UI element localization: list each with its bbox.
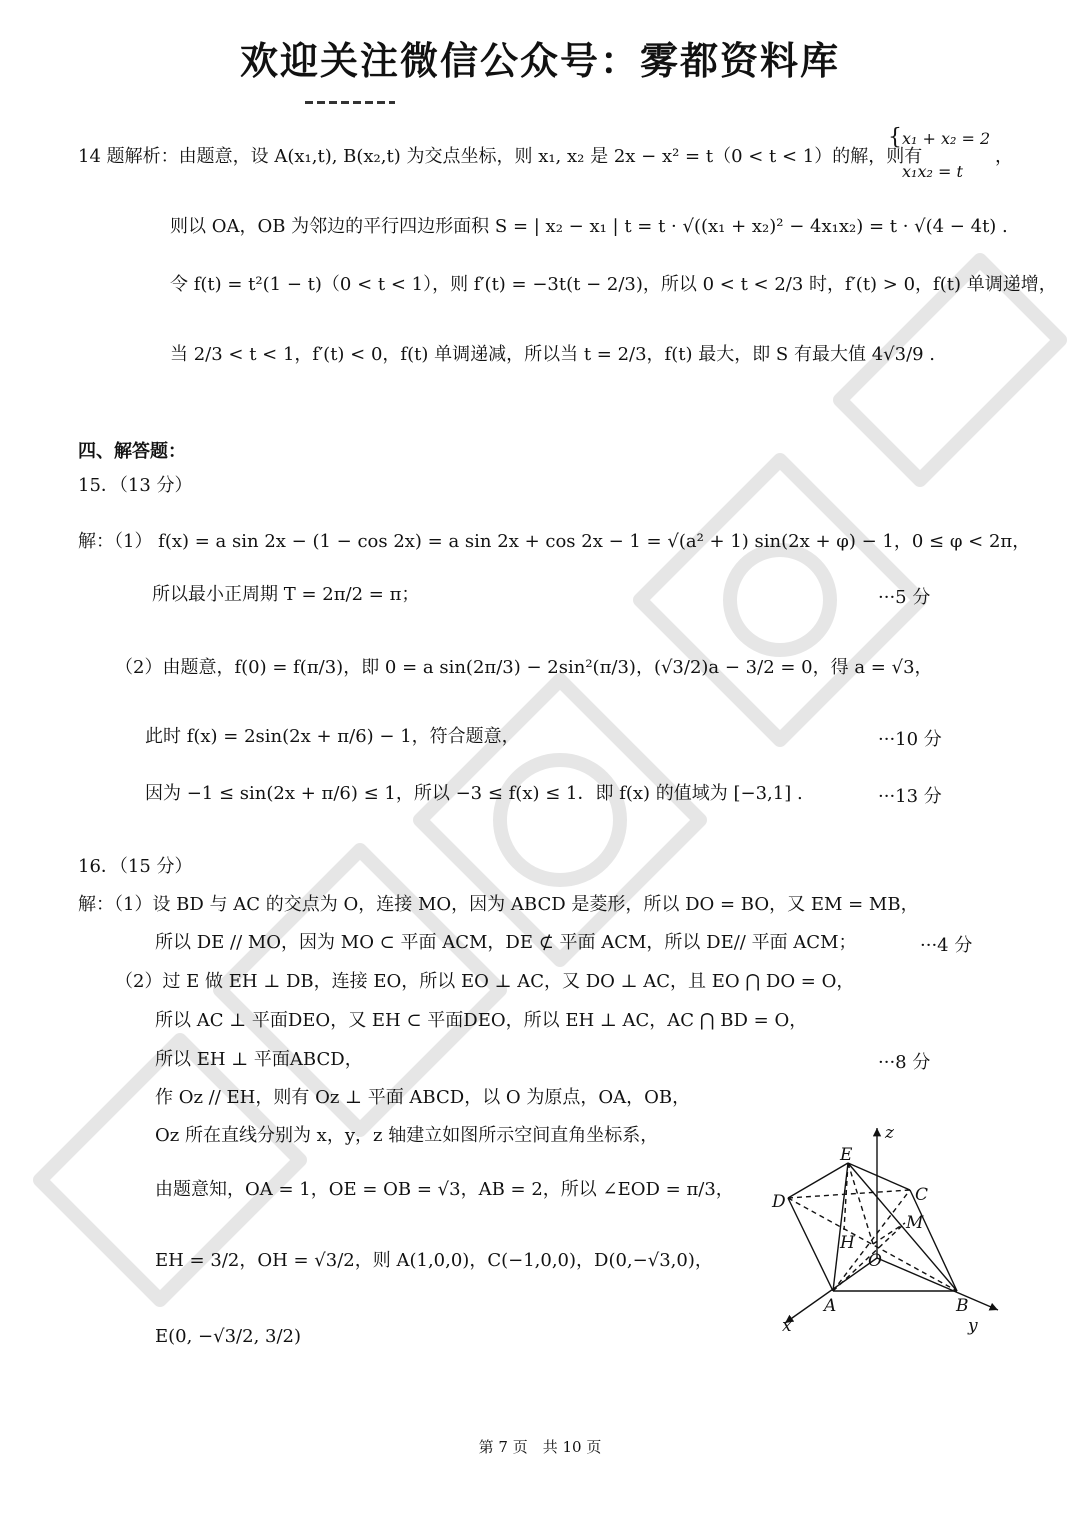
q16-line-1: 解：（1）设 BD 与 AC 的交点为 O，连接 MO，因为 ABCD 是菱形，所以 DO = BO，又 EM = MB，	[78, 894, 919, 915]
q14-line-2: 则以 OA，OB 为邻边的平行四边形面积 S = | x₂ − x₁ | t = t · √((x₁ + x₂)² − 4x₁x₂) = t · √(4 − 4t) .	[170, 216, 1008, 237]
q16-heading: 16．（15 分）	[78, 856, 193, 877]
q16-line-8: 由题意知，OA = 1，OE = OB = √3，AB = 2，所以 ∠EOD = π/3，	[155, 1179, 734, 1200]
q15-line-1: 解：（1） f(x) = a sin 2x − (1 − cos 2x) = a sin 2x + cos 2x − 1 = √(a² + 1) sin(2x + φ) − 1，0 ≤ φ < 2π，	[78, 531, 1031, 552]
q15-score-13: ···13 分	[878, 786, 942, 807]
label-D: D	[772, 1192, 786, 1212]
label-O: O	[868, 1251, 882, 1271]
header-title: 欢迎关注微信公众号：雾都资料库	[239, 39, 840, 83]
q15-heading: 15．（13 分）	[78, 475, 193, 496]
q16-line-2: 所以 DE // MO，因为 MO ⊂ 平面 ACM，DE ⊄ 平面 ACM，所以 DE// 平面 ACM；	[155, 932, 857, 953]
q14-brace: {	[888, 125, 902, 150]
q14-system-eq2: x₁x₂ = t	[902, 162, 963, 181]
q14-line-3: 令 f(t) = t²(1 − t)（0 < t < 1），则 f′(t) = −3t(t − 2/3)，所以 0 < t < 2/3 时，f′(t) > 0，f(t) 单调递增，	[170, 274, 1057, 295]
cropped-line	[305, 98, 395, 104]
q16-line-3: （2）过 E 做 EH ⊥ DB，连接 EO，所以 EO ⊥ AC，又 DO ⊥ AC，且 EO ⋂ DO = O，	[115, 971, 855, 992]
y-axis	[877, 1258, 998, 1310]
q15-score-5: ···5 分	[878, 587, 931, 608]
q15-line-4: 此时 f(x) = 2sin(2x + π/6) − 1，符合题意，	[145, 726, 520, 747]
page-footer: 第 7 页 共 10 页	[478, 1438, 602, 1456]
q14-system-end: ，	[995, 146, 1013, 167]
q15-line-5: 因为 −1 ≤ sin(2x + π/6) ≤ 1，所以 −3 ≤ f(x) ≤ 1．即 f(x) 的值域为 [−3,1] .	[145, 783, 803, 804]
q14-line-1: 14 题解析：由题意，设 A(x₁,t), B(x₂,t) 为交点坐标，则 x₁, x₂ 是 2x − x² = t（0 < t < 1）的解，则有	[78, 146, 923, 167]
q16-line-10: E(0, −√3/2, 3/2)	[155, 1326, 302, 1347]
q15-score-10: ···10 分	[878, 729, 942, 750]
geometry-figure	[760, 1118, 1010, 1343]
q16-line-7: Oz 所在直线分别为 x，y，z 轴建立如图所示空间直角坐标系，	[155, 1125, 659, 1146]
q16-score-4: ···4 分	[920, 935, 973, 956]
label-z: z	[885, 1123, 894, 1143]
label-B: B	[956, 1296, 969, 1316]
q14-line-4: 当 2/3 < t < 1，f′(t) < 0，f(t) 单调递减，所以当 t = 2/3，f(t) 最大，即 S 有最大值 4√3/9 .	[170, 344, 936, 365]
q15-line-3: （2）由题意，f(0) = f(π/3)，即 0 = a sin(2π/3) − 2sin²(π/3)，(√3/2)a − 3/2 = 0，得 a = √3，	[115, 657, 933, 678]
q14-system-eq1: x₁ + x₂ = 2	[902, 129, 991, 148]
label-x: x	[782, 1316, 792, 1336]
label-H: H	[840, 1233, 855, 1253]
label-E: E	[840, 1145, 853, 1165]
q16-score-8: ···8 分	[878, 1052, 931, 1073]
q15-line-2: 所以最小正周期 T = 2π/2 = π；	[152, 584, 420, 605]
label-C: C	[915, 1185, 929, 1205]
q16-line-4: 所以 AC ⊥ 平面DEO，又 EH ⊂ 平面DEO，所以 EH ⊥ AC，AC ⋂ BD = O，	[155, 1010, 808, 1031]
q16-line-6: 作 Oz // EH，则有 Oz ⊥ 平面 ABCD，以 O 为原点，OA，OB，	[155, 1087, 691, 1108]
section-4-title: 四、解答题：	[78, 441, 186, 462]
label-A: A	[824, 1296, 837, 1316]
q16-line-5: 所以 EH ⊥ 平面ABCD，	[155, 1049, 363, 1070]
q16-line-9: EH = 3/2，OH = √3/2，则 A(1,0,0)，C(−1,0,0)，D(0,−√3,0)，	[155, 1250, 713, 1271]
label-M: M	[906, 1213, 924, 1233]
label-y: y	[968, 1316, 978, 1336]
